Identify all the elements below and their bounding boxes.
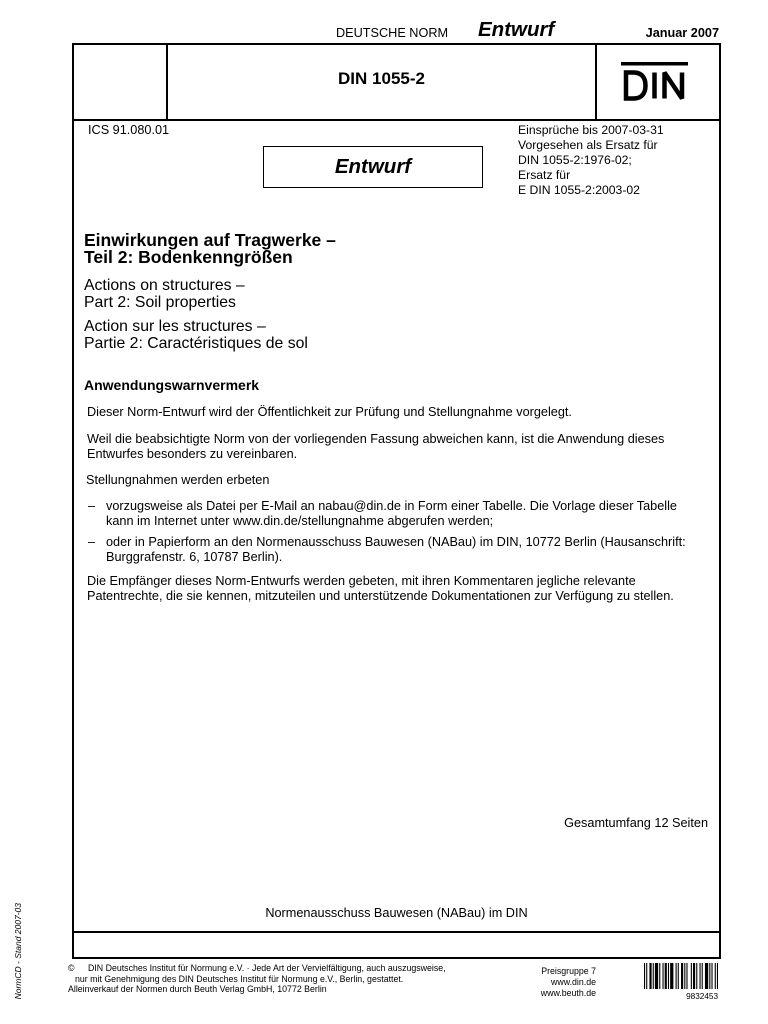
website: www.din.de [551, 976, 596, 987]
replacement-info-line: Ersatz für [518, 167, 571, 182]
title-french [84, 318, 308, 352]
copyright-line: DIN Deutsches Institut für Normung e.V. · Jede Art der Vervielfältigung, auch auszugsweise, [88, 962, 446, 973]
title-german-line: Einwirkungen auf Tragwerke – [84, 229, 336, 250]
header-blank-cell [74, 45, 166, 119]
copyright-symbol: © [68, 962, 75, 973]
barcode-bar [665, 963, 667, 989]
barcode-bar [684, 963, 685, 989]
barcode-bar [700, 963, 701, 989]
barcode-bar [715, 963, 716, 989]
din-logo [621, 62, 688, 101]
list-item [88, 499, 677, 529]
norm-label: DEUTSCHE NORM [336, 25, 449, 40]
price-group: Preisgruppe 7 [541, 965, 596, 976]
barcode-bar [705, 963, 708, 989]
din-logo-letter-d [626, 73, 646, 99]
header-logo-cell [597, 45, 719, 119]
barcode-bar [681, 963, 683, 989]
warning-heading: Anwendungswarnvermerk [84, 377, 260, 393]
list-item-line: oder in Papierform an den Normenausschuss Bauwesen (NABau) im DIN, 10772 Berlin (Hausanschrift: [106, 534, 686, 549]
total-pages: Gesamtumfang 12 Seiten [564, 815, 708, 830]
din-logo-letter-n [665, 73, 683, 99]
draft-status-label: Entwurf [478, 18, 555, 41]
header-divider [72, 119, 721, 121]
barcode-bar [663, 963, 664, 989]
list-item-line: vorzugsweise als Datei per E-Mail an nabau@din.de in Form einer Tabelle. Die Vorlage dieser Tabelle [106, 498, 677, 513]
paragraph-line: Weil die beabsichtigte Norm von der vorliegenden Fassung abweichen kann, ist die Anwendung dieses [87, 431, 665, 446]
list-item-line: kann im Internet unter www.din.de/stellungnahme abgerufen werden; [106, 513, 494, 528]
barcode-bar [693, 963, 695, 989]
paragraph-line: Patentrechte, die sie kennen, mitzuteilen und unterstützende Dokumentationen zur Verfügung zu stellen. [87, 588, 674, 603]
barcode-bar [659, 963, 660, 989]
barcode-bar [711, 963, 712, 989]
header-title-cell [168, 45, 595, 119]
warning-paragraph [87, 405, 572, 420]
ics-code: ICS 91.080.01 [88, 122, 170, 137]
barcode-bar [717, 963, 718, 989]
barcode-bar [644, 963, 645, 989]
title-english-line: Part 2: Soil properties [84, 293, 236, 311]
draft-stamp-text: Entwurf [334, 155, 412, 178]
barcode-bar [709, 963, 710, 989]
replacement-info-line: Einsprüche bis 2007-03-31 [518, 122, 664, 137]
barcode-bar [646, 963, 647, 989]
footer-strip-divider [72, 931, 721, 933]
website: www.beuth.de [540, 987, 596, 998]
barcode-bar [691, 963, 692, 989]
comments-intro: Stellungnahmen werden erbeten [86, 472, 270, 487]
list-item-line: Burggrafenstr. 6, 10787 Berlin). [106, 549, 283, 564]
copyright-line: Alleinverkauf der Normen durch Beuth Verlag GmbH, 10772 Berlin [68, 983, 327, 994]
title-english-line: Actions on structures – [84, 276, 245, 294]
title-english [84, 277, 245, 311]
price-info [541, 966, 596, 999]
list-marker: – [88, 534, 96, 549]
barcode-bar [668, 963, 669, 989]
barcode-number: 9832453 [686, 992, 718, 1001]
publication-date: Januar 2007 [645, 25, 719, 40]
patent-paragraph [87, 574, 674, 604]
barcode-bar [686, 963, 687, 989]
barcode-bar [649, 963, 651, 989]
replacement-info [518, 123, 664, 198]
barcode-bar [655, 963, 658, 989]
barcode-bar [678, 963, 679, 989]
barcode-bar [676, 963, 677, 989]
list-item [88, 535, 686, 565]
title-german [84, 229, 336, 267]
paragraph-line: Die Empfänger dieses Norm-Entwurfs werden gebeten, mit ihren Kommentaren jegliche relevante [87, 573, 636, 588]
title-german-line: Teil 2: Bodenkenngrößen [84, 246, 293, 267]
barcode [644, 963, 718, 989]
paragraph-line: Dieser Norm-Entwurf wird der Öffentlichkeit zur Prüfung und Stellungnahme vorgelegt. [87, 404, 572, 419]
barcode-bar [702, 963, 703, 989]
side-note: NormCD - Stand 2007-03 [13, 903, 23, 1000]
title-french-line: Action sur les structures – [84, 317, 266, 335]
list-marker: – [88, 498, 96, 513]
paragraph-line: Entwurfes besonders zu vereinbaren. [87, 446, 298, 461]
barcode-bar [653, 963, 654, 989]
copyright-line: nur mit Genehmigung des DIN Deutsches Institut für Normung e.V., Berlin, gestattet. [75, 973, 404, 984]
warning-paragraph [87, 432, 664, 462]
replacement-info-line: DIN 1055-2:1976-02; [518, 152, 632, 167]
replacement-info-line: E DIN 1055-2:2003-02 [518, 182, 640, 197]
committee-name: Normenausschuss Bauwesen (NABau) im DIN [265, 905, 528, 920]
document-number: DIN 1055-2 [338, 68, 425, 88]
draft-stamp-box [263, 146, 483, 188]
barcode-bar [696, 963, 697, 989]
barcode-bar [670, 963, 673, 989]
din-logo-bar [621, 62, 688, 66]
replacement-info-line: Vorgesehen als Ersatz für [518, 137, 658, 152]
title-french-line: Partie 2: Caractéristiques de sol [84, 334, 308, 352]
